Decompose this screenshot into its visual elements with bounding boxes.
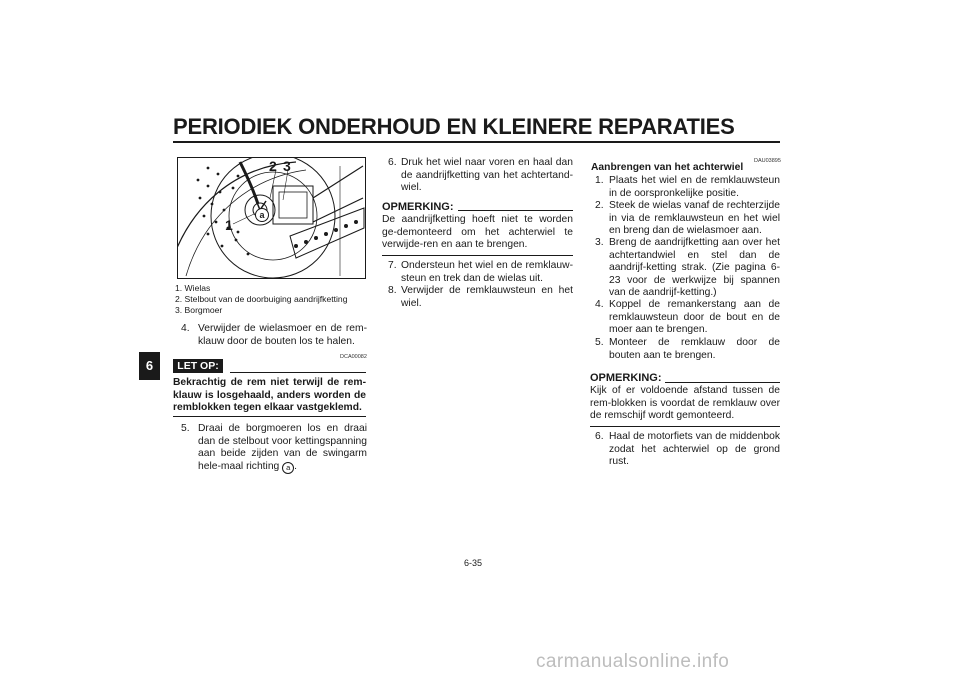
step-5-text: Draai de borgmoeren los en draai dan de stelbout voor kettingspanning aan beide zijden van de swingarm hele-maal richting a . xyxy=(198,423,367,472)
note-text: De aandrijfketting hoeft niet te worden ge-demonteerd om het achterwiel te verwijde-ren en aan te brengen. xyxy=(382,214,573,251)
step-7-text: Ondersteun het wiel en de remklauw-steun en trek dan de wielas uit. xyxy=(401,260,573,284)
section-code: DAU03895 xyxy=(754,158,781,164)
rear-wheel-figure xyxy=(177,157,366,279)
page-title: PERIODIEK ONDERHOUD EN KLEINERE REPARATIES xyxy=(173,114,735,139)
chapter-tab: 6 xyxy=(139,352,160,380)
note-label-2: OPMERKING: xyxy=(590,372,662,384)
note-2-top-rule xyxy=(665,382,780,383)
watermark: carmanualsonline.info xyxy=(536,651,730,672)
install-step-2-text: Steek de wielas vanaf de rechterzijde in via de remklauwsteun en het wiel en breng dan de wielasmoer aan. xyxy=(609,200,780,237)
direction-marker-a: a xyxy=(255,208,269,222)
note-2-text: Kijk of er voldoende afstand tussen de rem-blokken is voordat de remklauw over de remschijf wordt gemonteerd. xyxy=(590,385,780,422)
install-step-4-text: Koppel de remankerstang aan de remklauwsteun door de bout en de moer aan te brengen. xyxy=(609,299,780,336)
note-bottom-rule xyxy=(382,255,573,256)
install-step-5-text: Monteer de remklauw door de bouten aan te brengen. xyxy=(609,337,780,361)
note-2-bottom-rule xyxy=(590,426,780,427)
wheel-illustration xyxy=(178,158,365,278)
direction-marker-a-inline: a xyxy=(282,462,294,474)
caution-top-rule xyxy=(230,372,366,373)
figure-caption-2: 2. Stelbout van de doorbuiging aandrijfketting xyxy=(175,294,348,304)
step-8-text: Verwijder de remklauwsteun en het wiel. xyxy=(401,285,573,309)
page-number: 6-35 xyxy=(464,558,483,568)
caution-code: DCA00082 xyxy=(340,354,367,360)
caution-bottom-rule xyxy=(173,416,366,417)
figure-callout-1: 1 xyxy=(225,217,233,233)
step-4-text: Verwijder de wielasmoer en de rem-klauw door de bouten los te halen. xyxy=(198,323,367,347)
figure-caption-1: 1. Wielas xyxy=(175,283,211,293)
note-top-rule xyxy=(458,210,573,211)
note-label: OPMERKING: xyxy=(382,201,454,213)
title-rule xyxy=(173,141,780,143)
install-step-6-text: Haal de motorfiets van de middenbok zodat het achterwiel op de grond rust. xyxy=(609,431,780,468)
section-heading: Aanbrengen van het achterwiel xyxy=(591,162,744,173)
install-step-1-text: Plaats het wiel en de remklauwsteun in de oorspronkelijke positie. xyxy=(609,175,780,199)
figure-callout-2: 2 xyxy=(269,158,277,174)
install-step-3-text: Breng de aandrijfketting aan over het achtertandwiel en stel dan de aandrijf-ketting strak. (Zie pagina 6-23 voor de werkwijze bij spannen van de aandrijf-ketting.) xyxy=(609,237,780,299)
caution-label: LET OP: xyxy=(173,359,223,373)
caution-text: Bekrachtig de rem niet terwijl de rem-klauw is losgehaald, anders worden de remblokken tegen elkaar vastgeklemd. xyxy=(173,377,366,414)
figure-caption-3: 3. Borgmoer xyxy=(175,305,223,315)
step-6-text: Druk het wiel naar voren en haal dan de aandrijfketting van het achtertand-wiel. xyxy=(401,157,573,194)
figure-callout-3: 3 xyxy=(283,158,291,174)
